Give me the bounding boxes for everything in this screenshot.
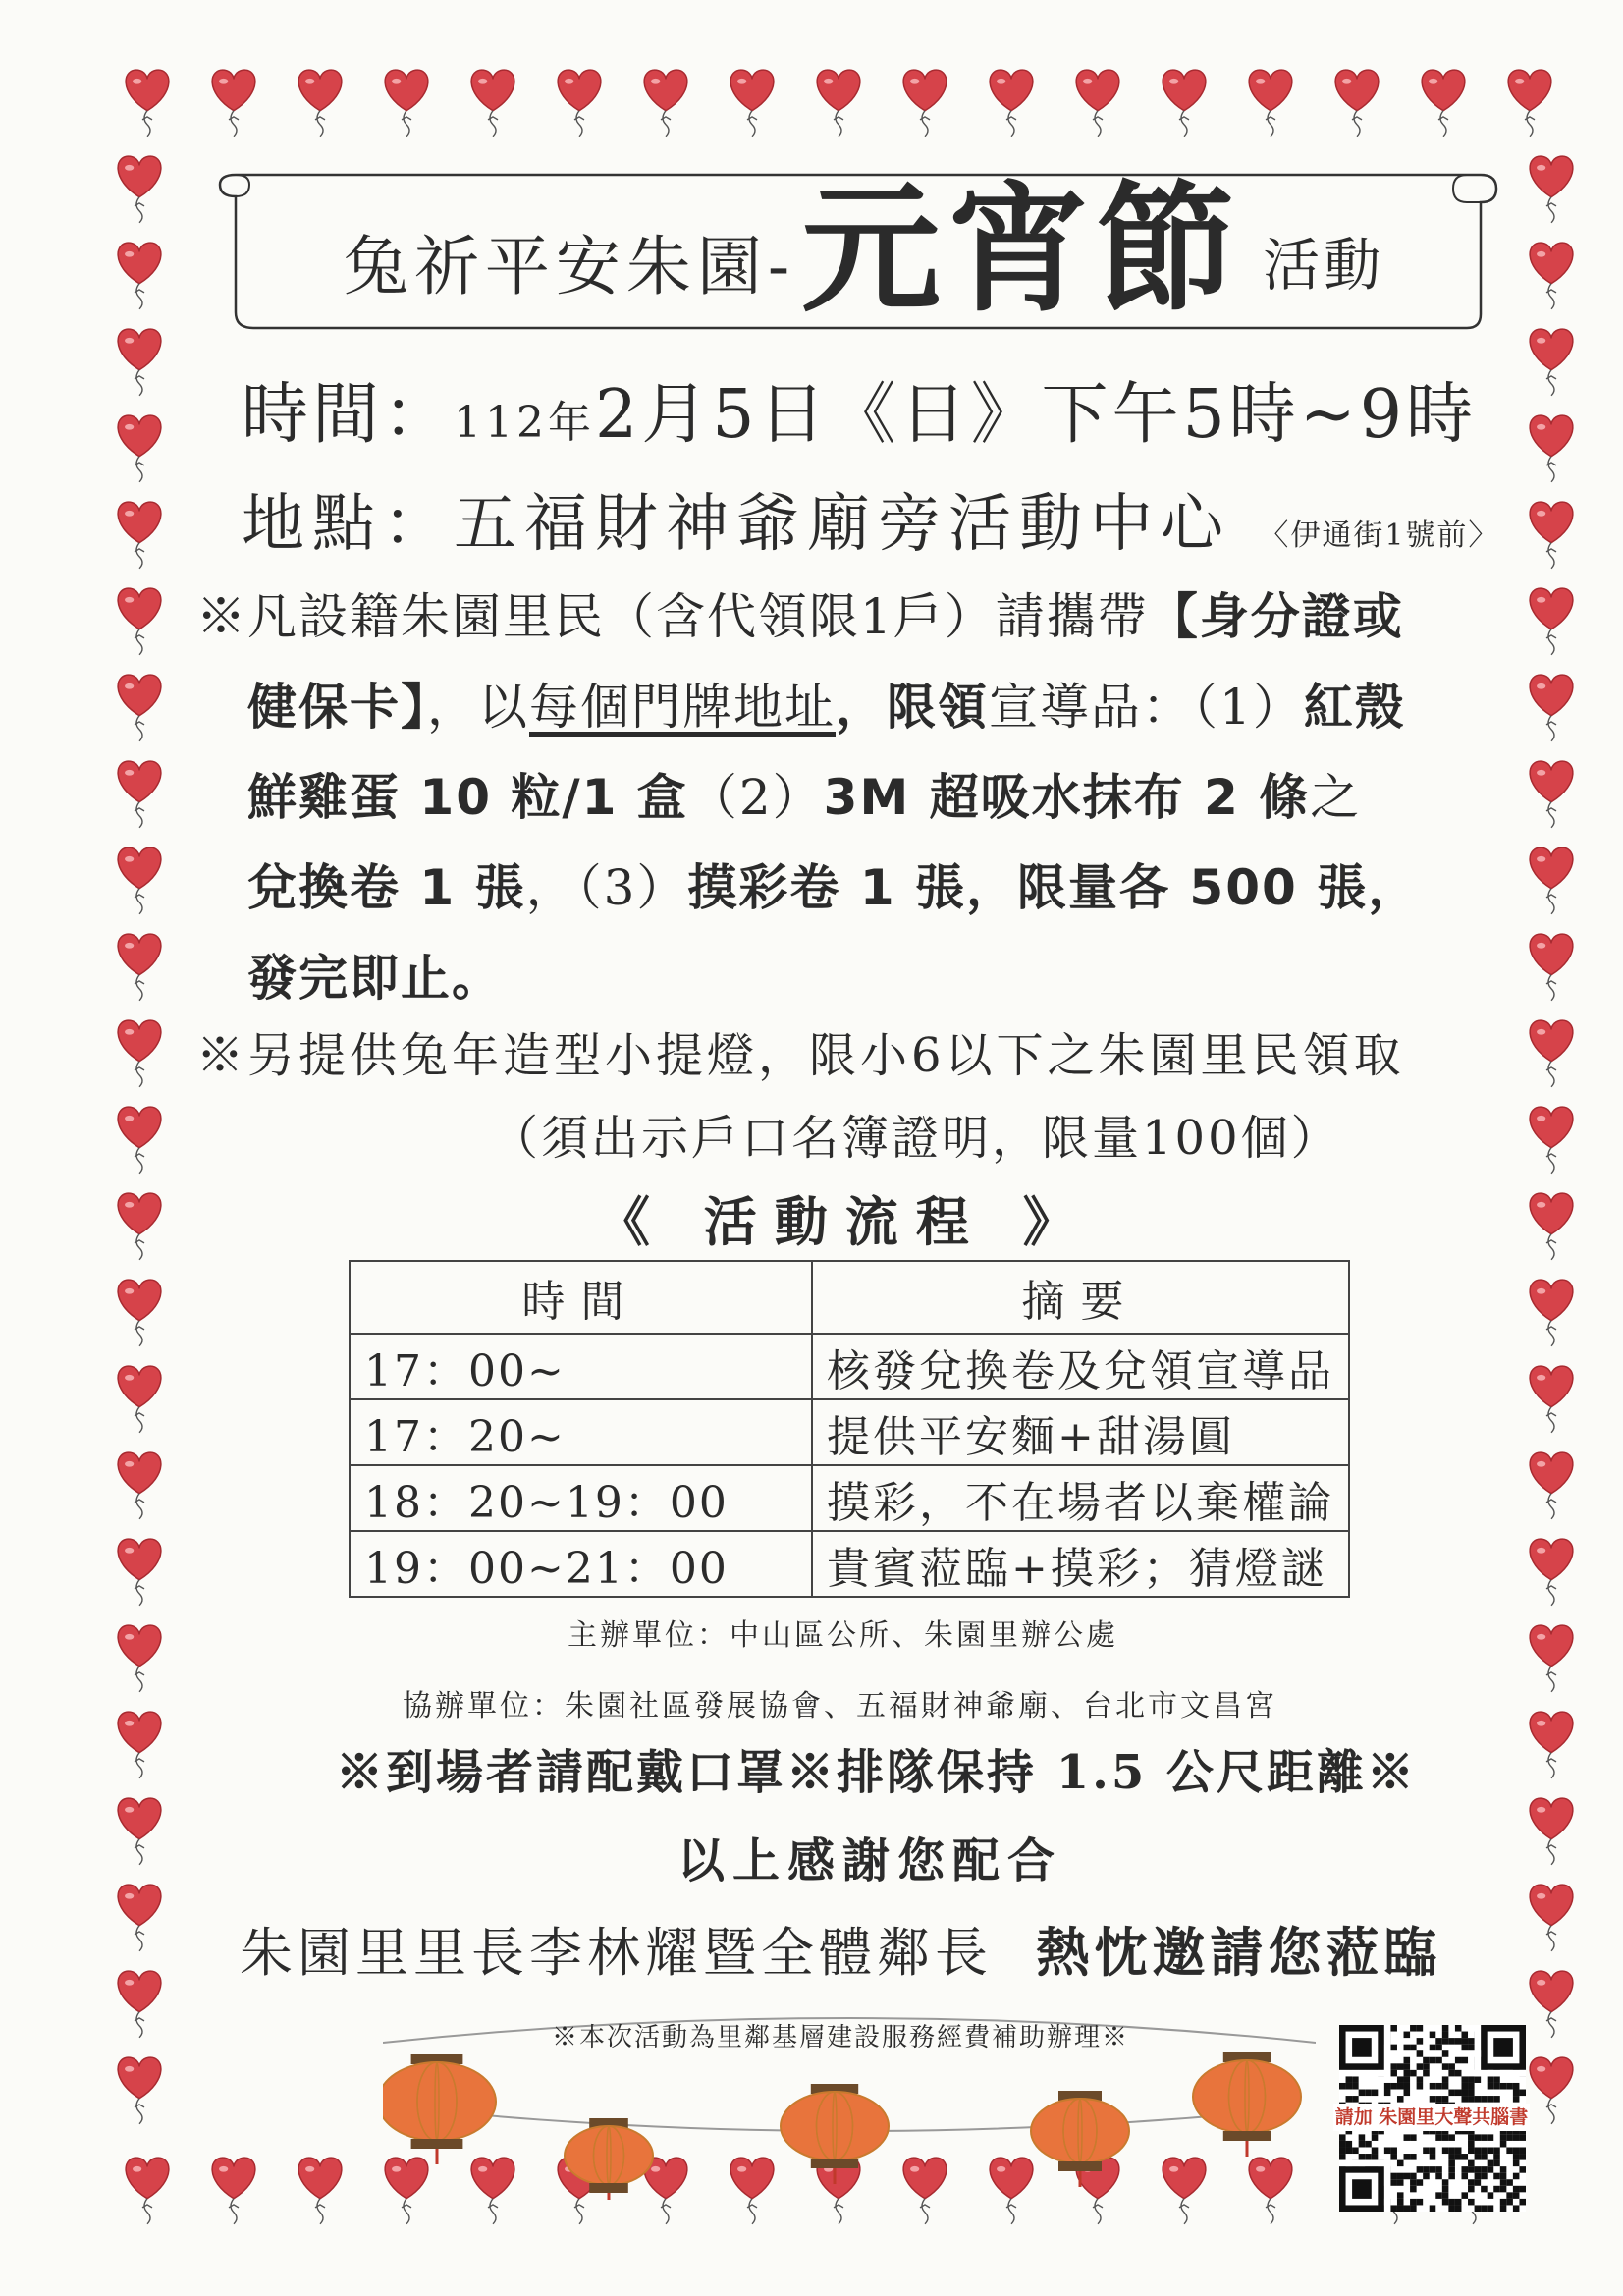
header-summary: 摘要 [812,1261,1349,1334]
table-row [350,1334,1349,1399]
row-time: 18：20~19：00 [350,1465,812,1531]
heart-balloon-icon [118,1712,161,1778]
heart-balloon-icon [126,2158,169,2224]
lantern-offer-note: ※另提供兔年造型小提燈，限小6以下之朱園里民領取 [196,1028,1405,1083]
heart-balloon-icon [118,847,161,914]
event-title [245,168,1483,331]
heart-balloon-icon [1530,1625,1573,1692]
heart-balloon-icon [730,70,774,137]
lantern-icon [781,2084,889,2184]
heart-balloon-icon [1530,502,1573,569]
notice-text: 之 [1310,769,1362,826]
time-year: 112 [454,398,548,448]
heart-balloon-icon [1530,1539,1573,1606]
heart-balloon-icon [298,2158,342,2224]
notice-line-3 [196,752,1512,843]
heart-balloon-icon [1530,1020,1573,1087]
heart-balloon-icon [1249,70,1292,137]
notice-bold-text: 【身分證或 [1148,588,1404,645]
notice-text: （2） [687,769,824,826]
event-place [242,473,1499,564]
heart-balloon-icon [118,2057,161,2124]
notice-bold-text: 摸彩卷 1 張，限量各 500 張， [687,859,1420,916]
heart-balloon-icon [903,70,947,137]
heart-balloon-icon [118,1885,161,1951]
heart-balloon-icon [118,1452,161,1519]
title-suffix: 活動 [1263,232,1385,299]
heart-balloon-icon [118,1193,161,1260]
table-row [350,1531,1349,1597]
heart-balloon-icon [118,675,161,741]
lantern-offer-condition: （須出示戶口名簿證明，限量100個） [491,1111,1341,1166]
lantern-icon [383,2054,496,2164]
heart-balloon-icon [118,502,161,569]
row-summary: 核發兌換卷及兌領宣導品 [812,1334,1349,1399]
row-time: 17：20~ [350,1399,812,1465]
heart-balloon-icon [118,1020,161,1087]
notice-text: ，（3） [525,859,688,916]
schedule-table [349,1260,1350,1598]
heart-balloon-icon [118,1366,161,1433]
row-time: 17：00~ [350,1334,812,1399]
time-year-unit: 年 [548,398,595,448]
heart-balloon-icon [1530,2057,1573,2124]
heart-balloon-icon [1530,1712,1573,1778]
notice-bold-text: 限領 [887,679,989,736]
notice-bold-text: 兌換卷 1 張 [247,859,526,916]
title-main: 元宵節 [801,168,1244,331]
table-header-row [350,1261,1349,1334]
heart-balloon-icon [118,1798,161,1865]
heart-balloon-icon [1530,329,1573,396]
heart-balloon-icon [298,70,342,137]
heart-balloon-icon [817,70,860,137]
time-label: 時間： [242,376,455,454]
heart-balloon-icon [118,761,161,828]
notice-line-5 [196,933,1512,1023]
heart-balloon-icon [1530,1193,1573,1260]
heart-balloon-icon [1530,1452,1573,1519]
row-summary: 貴賓蒞臨+摸彩；猜燈謎 [812,1531,1349,1597]
heart-balloon-icon [558,70,601,137]
notice-text: ，以 [427,679,529,736]
heart-balloon-icon [118,1280,161,1346]
qr-label: 請加 朱園里大聲共腦書 [1333,2104,1530,2131]
heart-balloon-icon [1530,675,1573,741]
heart-balloon-icon [118,1625,161,1692]
heart-balloon-icon [118,588,161,655]
heart-balloon-icon [1335,70,1379,137]
heart-balloon-icon [471,70,514,137]
invite-host: 朱園里里長李林耀暨全體鄰長 [240,1922,993,1984]
heart-balloon-icon [118,415,161,482]
heart-balloon-icon [990,70,1033,137]
heart-balloon-icon [126,70,169,137]
heart-balloon-icon [1163,70,1206,137]
heart-balloon-icon [644,70,687,137]
table-row [350,1465,1349,1531]
header-time: 時間 [350,1261,812,1334]
heart-balloon-icon [1530,761,1573,828]
row-time: 19：00~21：00 [350,1531,812,1597]
place-venue: 五福財神爺廟旁活動中心 [454,488,1231,561]
notice-bold-text: 3M 超吸水抹布 2 條 [823,769,1311,826]
notice-line-1 [196,572,1512,662]
heart-balloon-icon [118,243,161,309]
event-time [242,361,1477,457]
heart-balloon-icon [1530,934,1573,1001]
notice-bold-text: 紅殼 [1303,679,1406,736]
heart-balloon-icon [1530,1885,1573,1951]
co-organizer-line: 協辦單位：朱園社區發展協會、五福財神爺廟、台北市文昌宮 [403,1689,1277,1723]
place-note: 〈伊通街1號前〉 [1259,519,1500,553]
notice-bold-text: 健保卡】 [247,679,427,736]
title-prefix: 兔祈平安朱園- [343,229,796,304]
thanks-line: 以上感謝您配合 [677,1833,1063,1888]
table-row [350,1399,1349,1465]
row-summary: 摸彩，不在場者以棄權論 [812,1465,1349,1531]
notice-line-4 [196,843,1512,933]
heart-balloon-icon [212,70,255,137]
heart-balloon-icon [1530,1971,1573,2038]
heart-balloon-icon [118,1107,161,1174]
notice-bold-text: 發完即止。 [247,950,503,1007]
heart-balloon-icon [1530,847,1573,914]
notice-text: ※凡設籍朱園里民（含代領限1戶）請攜帶 [196,588,1149,645]
notice-underlined-text: 每個門牌地址 [529,679,836,736]
heart-balloon-icon [1422,70,1465,137]
lantern-icon [565,2118,653,2200]
heart-balloon-icon [1530,588,1573,655]
heart-balloon-icon [118,329,161,396]
notice-text: 宣導品：（1） [989,679,1304,736]
heart-balloon-icon [1530,1280,1573,1346]
notice-line-2 [196,662,1512,752]
eligibility-notice [196,572,1512,1023]
heart-balloon-icon [118,156,161,223]
heart-balloon-icon [1530,156,1573,223]
heart-balloon-icon [1530,243,1573,309]
heart-balloon-icon [1530,1107,1573,1174]
heart-balloon-icon [118,1971,161,2038]
heart-balloon-icon [118,934,161,1001]
notice-text: ， [836,679,887,736]
time-date: 2月5日《日》下午5時~9時 [595,376,1478,454]
heart-balloon-icon [1530,1366,1573,1433]
lantern-icon [1193,2052,1301,2157]
schedule-title: 《 活動流程 》 [597,1191,1094,1253]
mask-distance-notice: ※到場者請配戴口罩※排隊保持 1.5 公尺距離※ [336,1745,1417,1800]
heart-balloon-icon [1530,415,1573,482]
notice-bold-text: 鮮雞蛋 10 粒/1 盒 [247,769,688,826]
heart-balloon-icon [385,70,428,137]
place-label: 地點： [242,488,454,561]
heart-balloon-icon [212,2158,255,2224]
heart-balloon-icon [1076,70,1119,137]
heart-balloon-icon [1508,70,1551,137]
row-summary: 提供平安麵+甜湯圓 [812,1399,1349,1465]
heart-balloon-icon [118,1539,161,1606]
lantern-icon [1031,2091,1129,2187]
heart-balloon-icon [1530,1798,1573,1865]
organizer-line: 主辦單位：中山區公所、朱園里辦公處 [568,1618,1118,1653]
invitation-line [240,1911,1441,1987]
subsidy-note: ※本次活動為里鄰基層建設服務經費補助辦理※ [552,2023,1130,2052]
invite-welcome: 熱忱邀請您蒞臨 [1036,1922,1442,1984]
